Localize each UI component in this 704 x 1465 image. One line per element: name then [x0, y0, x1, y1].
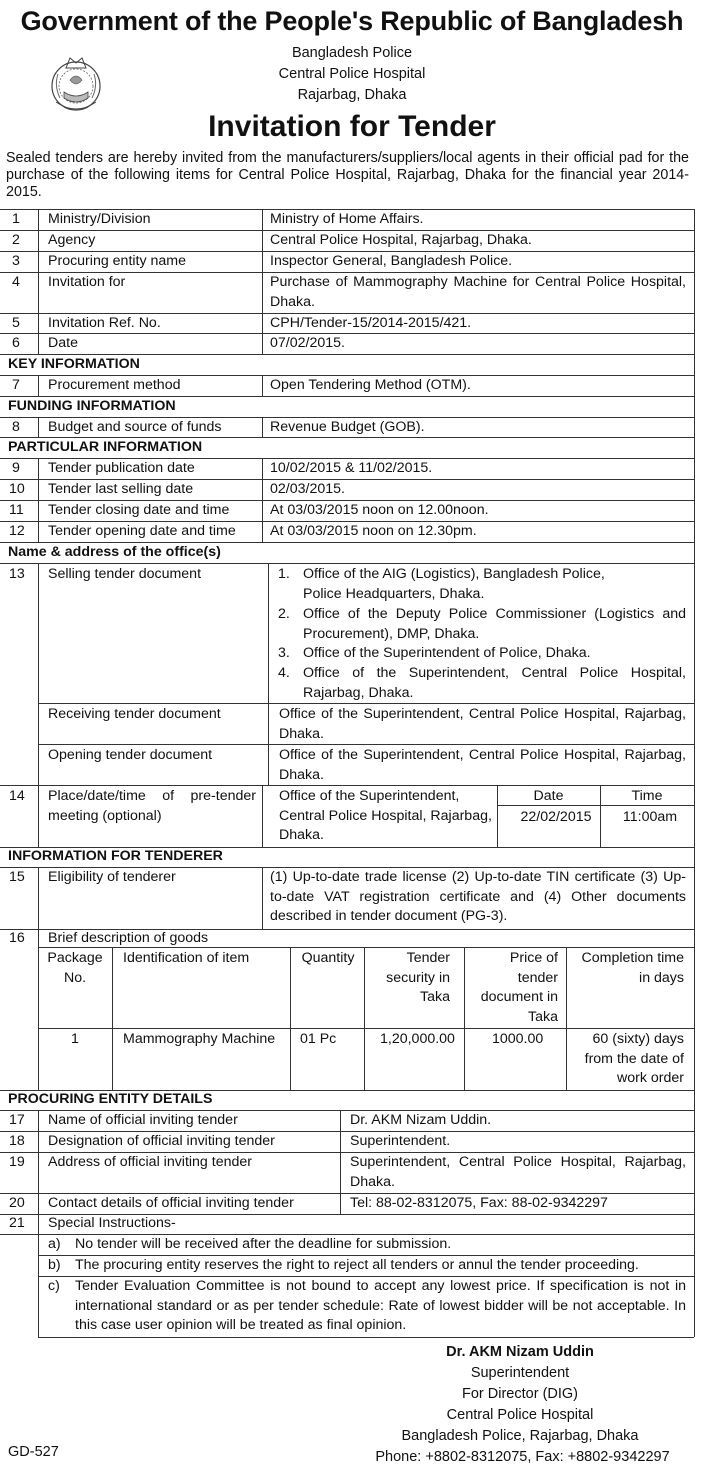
footer-code: GD-527	[8, 1444, 59, 1460]
row-number: 2	[12, 232, 20, 248]
row-number: 12	[9, 523, 25, 539]
row-label: Tender last selling date	[48, 481, 194, 497]
section-heading: Name & address of the office(s)	[8, 544, 221, 560]
row-label: Name of official inviting tender	[48, 1112, 238, 1128]
goods-cell: 1,20,000.00	[380, 1031, 455, 1047]
meeting-place: Office of the Superintendent, Central Police Hospital, Rajarbag, Dhaka.	[279, 788, 492, 843]
row-label: Eligibility of tenderer	[48, 869, 176, 885]
goods-cell: Mammography Machine	[123, 1031, 276, 1047]
row-value: (1) Up-to-date trade license (2) Up-to-date TIN certificate (3) Up-to-date VAT registration certificate and (4) Other documents described in tender document (PG-3).	[270, 869, 686, 924]
row-value: CPH/Tender-15/2014-2015/421.	[270, 315, 472, 331]
section-heading: INFORMATION FOR TENDERER	[8, 848, 223, 864]
row-label: Opening tender document	[48, 747, 213, 763]
org-line: Bangladesh Police	[291, 45, 413, 61]
goods-col-header: Tender security in Taka	[386, 950, 450, 1005]
row-label: Designation of official inviting tender	[48, 1133, 275, 1149]
signatory-line: Superintendent	[470, 1365, 570, 1381]
row-number: 13	[9, 566, 25, 582]
row-label: Budget and source of funds	[48, 419, 222, 435]
time-header: Time	[631, 788, 663, 804]
goods-col-header: Package No.	[47, 950, 103, 986]
instruction-letter: c)	[48, 1278, 60, 1294]
goods-cell: 1	[71, 1031, 79, 1047]
row-number: 8	[12, 419, 20, 435]
row-number: 7	[12, 377, 20, 393]
goods-col-header: Quantity	[301, 950, 355, 966]
row-value: Office of the Superintendent, Central Police Hospital, Rajarbag, Dhaka.	[279, 747, 686, 783]
row-number: 15	[9, 869, 25, 885]
list-number: 3.	[278, 645, 290, 661]
row-value: 02/03/2015.	[270, 481, 345, 497]
row-label: Address of official inviting tender	[48, 1154, 252, 1170]
org-line: Rajarbag, Dhaka	[297, 87, 407, 103]
row-value: Open Tendering Method (OTM).	[270, 377, 471, 393]
meeting-date: 22/02/2015	[520, 809, 592, 825]
row-number: 6	[12, 335, 20, 351]
row-label: Tender closing date and time	[48, 502, 230, 518]
row-number: 11	[9, 502, 24, 518]
row-label: Procuring entity name	[48, 253, 187, 269]
instruction-letter: b)	[48, 1257, 61, 1273]
signatory-line: Central Police Hospital	[446, 1407, 594, 1423]
date-header: Date	[533, 788, 564, 804]
signatory-contact: Phone: +8802-8312075, Fax: +8802-9342297	[375, 1449, 670, 1465]
row-number: 9	[12, 460, 20, 476]
row-number: 20	[9, 1195, 25, 1211]
row-value: 07/02/2015.	[270, 335, 345, 351]
row-value: Central Police Hospital, Rajarbag, Dhaka.	[270, 232, 532, 248]
instruction-letter: a)	[48, 1236, 61, 1252]
row-value: Revenue Budget (GOB).	[270, 419, 425, 435]
instruction-text: The procuring entity reserves the right to reject all tenders or annul the tender proceeding.	[75, 1257, 639, 1273]
signatory-line: For Director (DIG)	[462, 1386, 578, 1402]
org-line: Central Police Hospital	[278, 66, 426, 82]
section-heading: PROCURING ENTITY DETAILS	[8, 1091, 213, 1107]
row-label: Receiving tender document	[48, 706, 221, 722]
police-seal-emblem	[48, 54, 104, 116]
notice-title: Invitation for Tender	[208, 110, 496, 143]
row-label: Invitation for	[48, 274, 126, 290]
row-number: 1	[12, 211, 20, 227]
row-label: Contact details of official inviting tender	[48, 1195, 294, 1211]
row-number: 19	[9, 1154, 25, 1170]
goods-col-header: Price of tender document in Taka	[480, 950, 558, 1025]
row-value: Office of the Superintendent, Central Police Hospital, Rajarbag, Dhaka.	[279, 706, 686, 742]
row-value: At 03/03/2015 noon on 12.00noon.	[270, 502, 489, 518]
goods-col-header: Completion time in days	[581, 950, 684, 986]
list-item: Office of the Deputy Police Commissioner (Logistics and Procurement), DMP, Dhaka.	[303, 606, 686, 642]
list-number: 1.	[278, 566, 290, 582]
page-title: Government of the People's Republic of Bangladesh	[20, 6, 684, 36]
row-number: 10	[9, 481, 25, 497]
row-value: Superintendent, Central Police Hospital, Rajarbag, Dhaka.	[350, 1154, 686, 1190]
section-heading: PARTICULAR INFORMATION	[8, 439, 203, 455]
row-value: Superintendent.	[350, 1133, 451, 1149]
signatory-name: Dr. AKM Nizam Uddin	[446, 1344, 594, 1360]
row-value: Purchase of Mammography Machine for Central Police Hospital, Dhaka.	[270, 274, 686, 310]
row-label: Place/date/time of pre-tender meeting (optional)	[48, 788, 256, 824]
instruction-text: Tender Evaluation Committee is not bound to accept any lowest price. If specification is not in international standard or as per tender schedule: Rate of lowest bidder will be not acceptable. In this case user opinion will be treated as final opinion.	[75, 1278, 686, 1333]
goods-cell: 60 (sixty) days from the date of work order	[584, 1031, 684, 1086]
row-label: Procurement method	[48, 377, 181, 393]
meeting-time: 11:00am	[622, 809, 678, 825]
row-label: Date	[48, 335, 78, 351]
row-value: 10/02/2015 & 11/02/2015.	[270, 460, 433, 476]
list-item: Office of the Superintendent of Police, Dhaka.	[303, 645, 591, 661]
row-number: 5	[12, 315, 20, 331]
row-number: 3	[12, 253, 20, 269]
row-value: At 03/03/2015 noon on 12.30pm.	[270, 523, 477, 539]
row-number: 4	[12, 274, 20, 290]
row-value: Dr. AKM Nizam Uddin.	[350, 1112, 492, 1128]
row-number: 17	[9, 1112, 25, 1128]
signatory-line: Bangladesh Police, Rajarbag, Dhaka	[401, 1428, 639, 1444]
intro-paragraph: Sealed tenders are hereby invited from the manufacturers/suppliers/local agents in their official pad for the purchase of the following items for Central Police Hospital, Rajarbag, Dhaka for the financial year 2014-2015.	[6, 150, 689, 200]
row-number: 14	[9, 788, 25, 804]
section-heading: FUNDING INFORMATION	[8, 398, 176, 414]
list-number: 2.	[278, 606, 290, 622]
row-number: 21	[9, 1215, 25, 1231]
goods-cell: 1000.00	[492, 1031, 544, 1047]
row-label: Tender opening date and time	[48, 523, 236, 539]
row-label: Selling tender document	[48, 566, 202, 582]
row-label: Agency	[48, 232, 96, 248]
list-number: 4.	[278, 665, 290, 681]
row-label: Tender publication date	[48, 460, 195, 476]
row-label: Ministry/Division	[48, 211, 151, 227]
instruction-text: No tender will be received after the deadline for submission.	[75, 1236, 452, 1252]
goods-cell: 01 Pc	[300, 1031, 337, 1047]
section-heading: KEY INFORMATION	[8, 356, 140, 372]
list-item: Office of the AIG (Logistics), Bangladesh Police, Police Headquarters, Dhaka.	[303, 566, 605, 602]
row-label: Brief description of goods	[48, 930, 209, 946]
row-number: 18	[9, 1133, 25, 1149]
goods-col-header: Identification of item	[123, 950, 250, 966]
row-number: 16	[9, 930, 25, 946]
row-label: Special Instructions-	[48, 1215, 176, 1231]
row-label: Invitation Ref. No.	[48, 315, 161, 331]
row-value: Inspector General, Bangladesh Police.	[270, 253, 513, 269]
row-value: Ministry of Home Affairs.	[270, 211, 424, 227]
list-item: Office of the Superintendent, Central Police Hospital, Rajarbag, Dhaka.	[303, 665, 686, 701]
row-value: Tel: 88-02-8312075, Fax: 88-02-9342297	[350, 1195, 608, 1211]
